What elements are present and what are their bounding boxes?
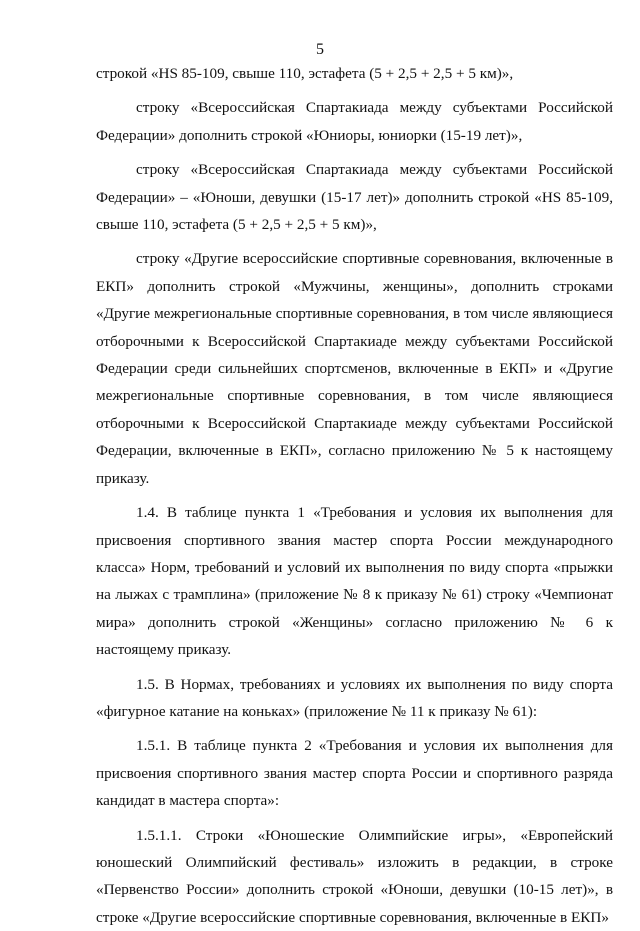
paragraph-1-5: 1.5. В Нормах, требованиях и условиях их выполнения по виду спорта «фигурное катание на коньках» (приложение № 11 к приказу № 61): xyxy=(96,675,613,720)
page-number: 5 xyxy=(316,41,324,58)
paragraph-1-5-1-1: 1.5.1.1. Строки «Юношеские Олимпийские игры», «Европейский юношеский Олимпийский фестиваль» изложить в редакции, в строке «Первенство России» дополнить строкой «Юноши, девушки (10-15 лет)», в строке «Другие всероссийские спортивные соревнования, включенные в ЕКП» xyxy=(96,826,613,926)
paragraph: строку «Другие всероссийские спортивные соревнования, включенные в ЕКП» дополнить строкой «Мужчины, женщины», дополнить строками «Другие межрегиональные спортивные соревнования, в том числе являющиеся отборочными к Всероссийской Спартакиаде между субъектами Российской Федерации среди сильнейших спортсменов, включенные в ЕКП» и «Другие межрегиональные спортивные соревнования, в том числе являющиеся отборочными к Всероссийской Спартакиаде между субъектами Российской Федерации, включенные в ЕКП», согласно приложению № 5 к настоящему приказу. xyxy=(96,250,613,487)
document-body xyxy=(96,60,613,931)
paragraph-continuation: строкой «HS 85-109, свыше 110, эстафета (5 + 2,5 + 2,5 + 5 км)», xyxy=(96,65,514,82)
paragraph-1-5-1: 1.5.1. В таблице пункта 2 «Требования и условия их выполнения для присвоения спортивного звания мастер спорта России и спортивного разряда кандидат в мастера спорта»: xyxy=(96,737,613,810)
paragraph: строку «Всероссийская Спартакиада между субъектами Российской Федерации» – «Юноши, девушки (15-17 лет)» дополнить строкой «HS 85-109, свыше 110, эстафета (5 + 2,5 + 2,5 + 5 км)», xyxy=(96,161,613,234)
paragraph: строку «Всероссийская Спартакиада между субъектами Российской Федерации» дополнить строкой «Юниоры, юниорки (15-19 лет)», xyxy=(96,99,613,144)
paragraph-1-4: 1.4. В таблице пункта 1 «Требования и условия их выполнения для присвоения спортивного звания мастер спорта России международного класса» Норм, требований и условий их выполнения по виду спорта «прыжки на лыжах с трамплина» (приложение № 8 к приказу № 61) строку «Чемпионат мира» дополнить строкой «Женщины» согласно приложению № 6 к настоящему приказу. xyxy=(96,504,613,659)
